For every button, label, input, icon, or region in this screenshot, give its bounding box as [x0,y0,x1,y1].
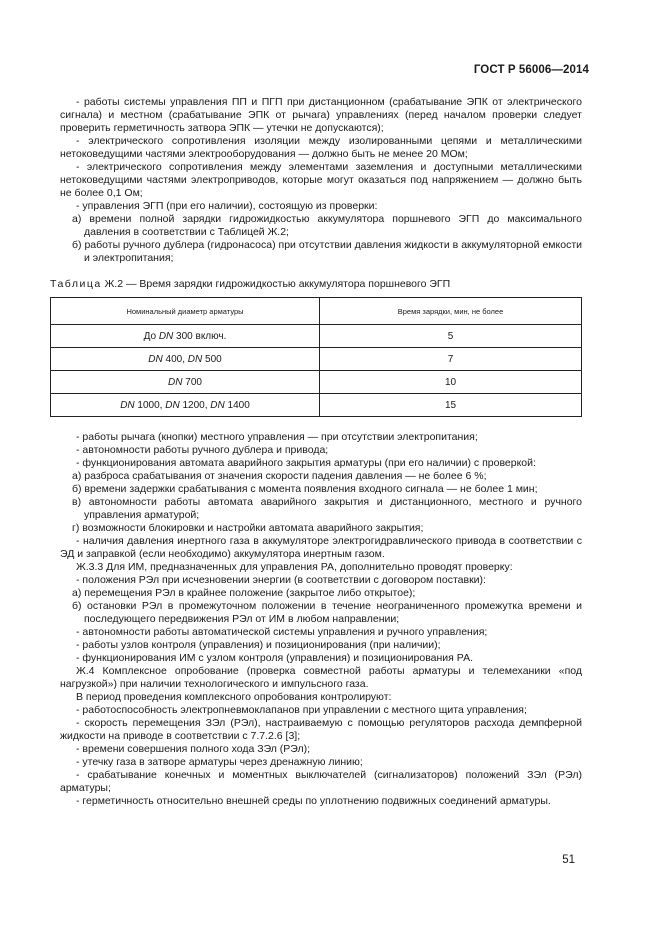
paragraph-block-1 [60,96,582,265]
table-cell-time: 15 [320,394,582,417]
paragraph: - времени совершения полного хода ЗЭл (РЭл); [76,743,311,755]
paragraph: а) разброса срабатывания от значения скорости падения давления — не более 6 %; [72,470,487,482]
paragraph: - работы рычага (кнопки) местного управления — при отсутствии электропитания; [76,431,478,443]
document-body [50,96,582,808]
paragraph: - электрического сопротивления изоляции между изолированными цепями и металлическими нетоковедущими частями электрооборудования — должно быть не менее 20 МОм; [60,135,582,160]
table-row [51,348,582,371]
document-header: ГОСТ Р 56006—2014 [473,64,589,76]
table-cell-diameter: DN 400, DN 500 [51,348,320,371]
paragraph: - положения РЭл при исчезновении энергии (в соответствии с договором поставки): [76,574,486,586]
table-header-time: Время зарядки, мин, не более [320,298,582,325]
table-header-diameter: Номинальный диаметр арматуры [51,298,320,325]
paragraph-block-2 [60,431,582,808]
paragraph: - функционирования автомата аварийного закрытия арматуры (при его наличии) с проверкой: [76,457,536,469]
paragraph: - наличия давления инертного газа в аккумуляторе электрогидравлического привода в соответствии с ЭД и заправкой (если необходимо) аккумулятора инертным газом. [60,535,582,560]
paragraph: - утечку газа в затворе арматуры через дренажную линию; [76,756,363,768]
paragraph: б) остановки РЭл в промежуточном положении в течение неограниченного промежутка времени и последующего передвижения РЭл от ИМ в любом направлении; [72,600,582,625]
charging-time-table [50,297,582,417]
paragraph: - работоспособность электропневмоклапанов при управлении с местного щита управления; [76,704,527,716]
paragraph: а) перемещения РЭл в крайнее положение (закрытое либо открытое); [72,587,416,599]
paragraph: - электрического сопротивления между элементами заземления и доступными металлическими нетоковедущими частями электроприводов, которые могут оказаться под напряжением — должно быть не более 0,1 Ом; [60,161,582,199]
table-header-row [51,298,582,325]
table-cell-diameter: До DN 300 включ. [51,325,320,348]
table-row [51,394,582,417]
paragraph: Ж.4 Комплексное опробование (проверка совместной работы арматуры и телемеханики «под нагрузкой») при наличии технологического и импульсного газа. [60,665,582,690]
paragraph: Ж.3.3 Для ИМ, предназначенных для управления РА, дополнительно проводят проверку: [76,561,513,573]
table-cell-time: 10 [320,371,582,394]
table-cell-time: 7 [320,348,582,371]
paragraph: в) автономности работы автомата аварийного закрытия и дистанционного, местного и ручного управления арматурой; [72,496,582,521]
table-cell-diameter: DN 700 [51,371,320,394]
table-caption [50,278,582,291]
paragraph: г) возможности блокировки и настройки автомата аварийного закрытия; [72,522,424,534]
paragraph: а) времени полной зарядки гидрожидкостью аккумулятора поршневого ЭГП до максимального давления в соответствии с Таблицей Ж.2; [72,213,582,238]
table-caption-text: Ж.2 — Время зарядки гидрожидкостью аккумулятора поршневого ЭГП [101,278,451,290]
page-number: 51 [562,854,575,866]
table-cell-time: 5 [320,325,582,348]
paragraph: - автономности работы ручного дублера и привода; [76,444,329,456]
paragraph: - работы системы управления ПП и ПГП при дистанционном (срабатывание ЭПК от электрического сигнала) и местном (срабатывание ЭПК от рычага) управлениях (перед началом проверки следует проверить герметичность затвора ЭПК — утечки не допускаются); [60,96,582,134]
paragraph: - герметичность относительно внешней среды по уплотнению подвижных соединений арматуры. [76,795,551,807]
paragraph: - функционирования ИМ с узлом контроля (управления) и позиционирования РА. [76,652,473,664]
table-row [51,371,582,394]
paragraph: - срабатывание конечных и моментных выключателей (сигнализаторов) положений ЗЭл (РЭл) арматуры; [60,769,582,794]
paragraph: б) работы ручного дублера (гидронасоса) при отсутствии давления жидкости в аккумуляторной емкости и электропитания; [72,239,582,264]
paragraph: - управления ЭГП (при его наличии), состоящую из проверки: [76,200,378,212]
table-cell-diameter: DN 1000, DN 1200, DN 1400 [51,394,320,417]
paragraph: В период проведения комплексного опробования контролируют: [76,691,392,703]
paragraph: - автономности работы автоматической системы управления и ручного управления; [76,626,488,638]
paragraph: - скорость перемещения ЗЭл (РЭл), настраиваемую с помощью регуляторов расхода демпферной жидкости на приводе в соответствии с 7.7.2.6 [3]; [60,717,582,742]
table-caption-prefix: Таблица [50,278,102,290]
table-row [51,325,582,348]
paragraph: - работы узлов контроля (управления) и позиционирования (при наличии); [76,639,441,651]
paragraph: б) времени задержки срабатывания с момента появления входного сигнала — не более 1 мин; [72,483,538,495]
